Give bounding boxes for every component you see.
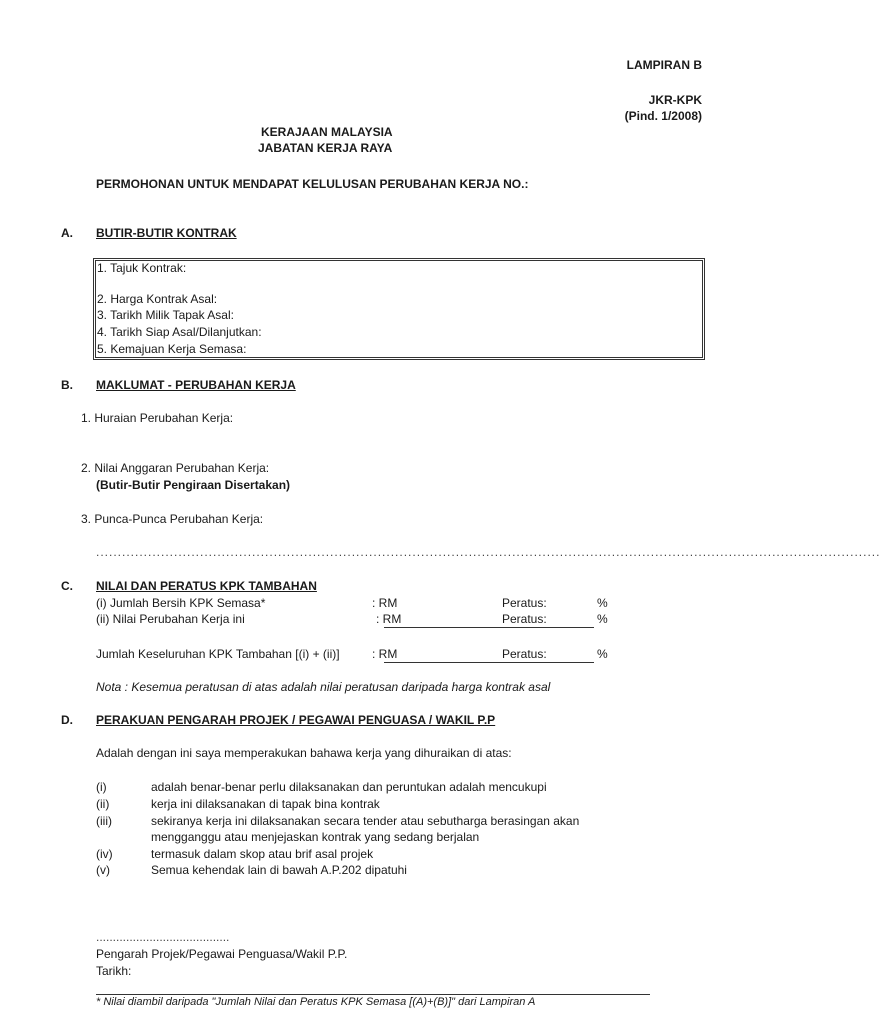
- current-kpk-label: (i) Jumlah Bersih KPK Semasa*: [96, 596, 266, 610]
- variation-description-label: 1. Huraian Perubahan Kerja:: [81, 411, 234, 425]
- calculation-note: (Butir-Butir Pengiraan Disertakan): [96, 478, 291, 492]
- section-d-heading: PERAKUAN PENGARAH PROJEK / PEGAWAI PENGUASA / WAKIL P.P: [96, 713, 496, 727]
- section-c-letter: C.: [61, 579, 73, 593]
- current-kpk-rm: : RM: [372, 596, 398, 610]
- contract-title-field: 1. Tajuk Kontrak:: [97, 261, 187, 275]
- cert-item-number: (v): [96, 863, 110, 877]
- current-kpk-peratus: Peratus:: [502, 596, 547, 610]
- cert-item-text: kerja ini dilaksanakan di tapak bina kontrak: [151, 797, 380, 811]
- total-kpk-percent: %: [597, 647, 608, 661]
- section-c-heading: NILAI DAN PERATUS KPK TAMBAHAN: [96, 579, 317, 593]
- total-kpk-rm: : RM: [372, 647, 398, 661]
- percentage-note: Nota : Kesemua peratusan di atas adalah nilai peratusan daripada harga kontrak asal: [96, 680, 551, 694]
- current-kpk-percent: %: [597, 596, 608, 610]
- signature-line: ........................................: [96, 930, 230, 944]
- cert-item-number: (i): [96, 780, 107, 794]
- section-d-letter: D.: [61, 713, 73, 727]
- cert-item-number: (iv): [96, 847, 113, 861]
- lampiran-label: LAMPIRAN B: [626, 58, 702, 72]
- date-label: Tarikh:: [96, 964, 132, 978]
- estimated-value-label: 2. Nilai Anggaran Perubahan Kerja:: [81, 461, 270, 475]
- form-revision: (Pind. 1/2008): [624, 109, 702, 123]
- total-kpk-peratus: Peratus:: [502, 647, 547, 661]
- this-variation-rm: : RM: [376, 612, 402, 626]
- cert-item-number: (ii): [96, 797, 110, 811]
- this-variation-peratus: Peratus:: [502, 612, 547, 626]
- cert-item-text-continued: mengganggu atau menjejaskan kontrak yang sedang berjalan: [151, 830, 480, 844]
- department-name: JABATAN KERJA RAYA: [258, 141, 393, 155]
- original-price-field: 2. Harga Kontrak Asal:: [97, 292, 218, 306]
- cert-item-number: (iii): [96, 814, 112, 828]
- this-variation-percent: %: [597, 612, 608, 626]
- form-title: PERMOHONAN UNTUK MENDAPAT KELULUSAN PERUBAHAN KERJA NO.:: [96, 177, 529, 191]
- cert-item-text: Semua kehendak lain di bawah A.P.202 dipatuhi: [151, 863, 407, 877]
- footnote-separator: [96, 994, 650, 995]
- completion-date-field: 4. Tarikh Siap Asal/Dilanjutkan:: [97, 325, 262, 339]
- signatory-role: Pengarah Projek/Pegawai Penguasa/Wakil P.P.: [96, 947, 348, 961]
- cert-item-text: adalah benar-benar perlu dilaksanakan dan peruntukan adalah mencukupi: [151, 780, 547, 794]
- footnote: * Nilai diambil daripada "Jumlah Nilai dan Peratus KPK Semasa [(A)+(B)]" dari Lampiran A: [96, 996, 536, 1008]
- variation-causes-label: 3. Punca-Punca Perubahan Kerja:: [81, 512, 264, 526]
- cert-item-text: sekiranya kerja ini dilaksanakan secara tender atau sebutharga berasingan akan: [151, 814, 580, 828]
- site-possession-date-field: 3. Tarikh Milik Tapak Asal:: [97, 308, 234, 322]
- section-b-heading: MAKLUMAT - PERUBAHAN KERJA: [96, 378, 296, 392]
- cert-item-text: termasuk dalam skop atau brif asal projek: [151, 847, 374, 861]
- org-name: KERAJAAN MALAYSIA: [261, 125, 393, 139]
- total-line: [384, 662, 594, 663]
- form-code: JKR-KPK: [648, 93, 702, 107]
- certification-intro: Adalah dengan ini saya memperakukan bahawa kerja yang dihuraikan di atas:: [96, 746, 512, 760]
- work-progress-field: 5. Kemajuan Kerja Semasa:: [97, 342, 247, 356]
- section-a-letter: A.: [61, 226, 73, 240]
- subtotal-line: [384, 627, 594, 628]
- dotted-line: .....................................................................................................................................................................................: [96, 545, 880, 559]
- section-b-letter: B.: [61, 378, 73, 392]
- section-a-heading: BUTIR-BUTIR KONTRAK: [96, 226, 237, 240]
- this-variation-label: (ii) Nilai Perubahan Kerja ini: [96, 612, 245, 626]
- total-kpk-label: Jumlah Keseluruhan KPK Tambahan [(i) + (ii)]: [96, 647, 340, 661]
